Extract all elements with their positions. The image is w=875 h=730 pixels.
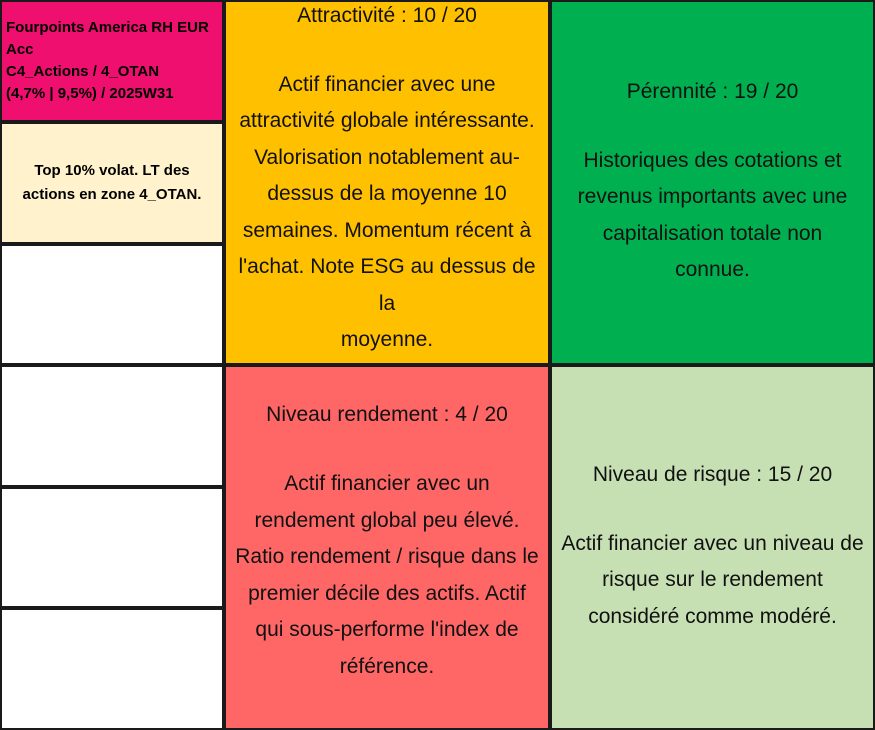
fund-stats: (4,7% | 9,5%) / 2025W31 — [6, 85, 174, 102]
risque-card — [550, 365, 875, 730]
risque-description — [561, 526, 863, 636]
fund-name-line2: Acc — [6, 41, 34, 58]
fund-category: C4_Actions / 4_OTAN — [6, 63, 160, 80]
risque-title: Niveau de risque : 15 / 20 — [592, 462, 833, 486]
desc-line: capitalisation totale non — [602, 221, 823, 245]
note-line1: Top 10% volat. LT des — [34, 162, 190, 179]
attractivite-title: Attractivité : 10 / 20 — [297, 3, 477, 27]
attractivite-card — [224, 0, 550, 365]
attractivite-description — [234, 67, 540, 359]
fund-name-line1: Fourpoints America RH EUR — [6, 19, 209, 36]
perennite-title: Pérennité : 19 / 20 — [626, 79, 799, 103]
fund-header — [0, 0, 224, 122]
rendement-title: Niveau rendement : 4 / 20 — [266, 403, 508, 426]
perennite-card — [550, 0, 875, 365]
desc-line: Historiques des cotations et — [583, 148, 842, 172]
empty-cell — [0, 365, 224, 487]
note-line2: actions en zone 4_OTAN. — [22, 186, 202, 203]
desc-line: risque sur le rendement — [602, 568, 823, 592]
desc-line: Actif financier avec une — [278, 72, 496, 96]
desc-line: Actif financier avec un — [284, 472, 490, 495]
desc-line: considéré comme modéré. — [588, 604, 837, 628]
desc-line: Actif financier avec un niveau de — [561, 531, 864, 555]
volatility-note — [0, 122, 224, 244]
empty-cell — [0, 487, 224, 608]
desc-line: semaines. Momentum récent à — [242, 218, 532, 242]
rendement-card — [224, 365, 550, 730]
desc-line: Valorisation notablement au- — [254, 145, 520, 169]
perennite-description — [578, 143, 848, 289]
desc-line: qui sous-performe l'index de — [255, 618, 519, 641]
desc-line: dessus de la moyenne 10 — [267, 182, 507, 205]
empty-cell — [0, 244, 224, 365]
desc-line: référence. — [339, 654, 435, 678]
desc-line: l'achat. Note ESG au dessus de la — [238, 255, 536, 315]
desc-line: connue. — [675, 258, 750, 281]
desc-line: attractivité globale intéressante. — [239, 109, 535, 132]
empty-cell — [0, 608, 224, 730]
desc-line: moyenne. — [340, 328, 434, 351]
rendement-description — [235, 466, 539, 685]
desc-line: premier décile des actifs. Actif — [248, 581, 526, 605]
desc-line: rendement global peu élevé. — [254, 508, 520, 532]
desc-line: revenus importants avec une — [577, 185, 848, 208]
desc-line: Ratio rendement / risque dans le — [235, 545, 539, 568]
